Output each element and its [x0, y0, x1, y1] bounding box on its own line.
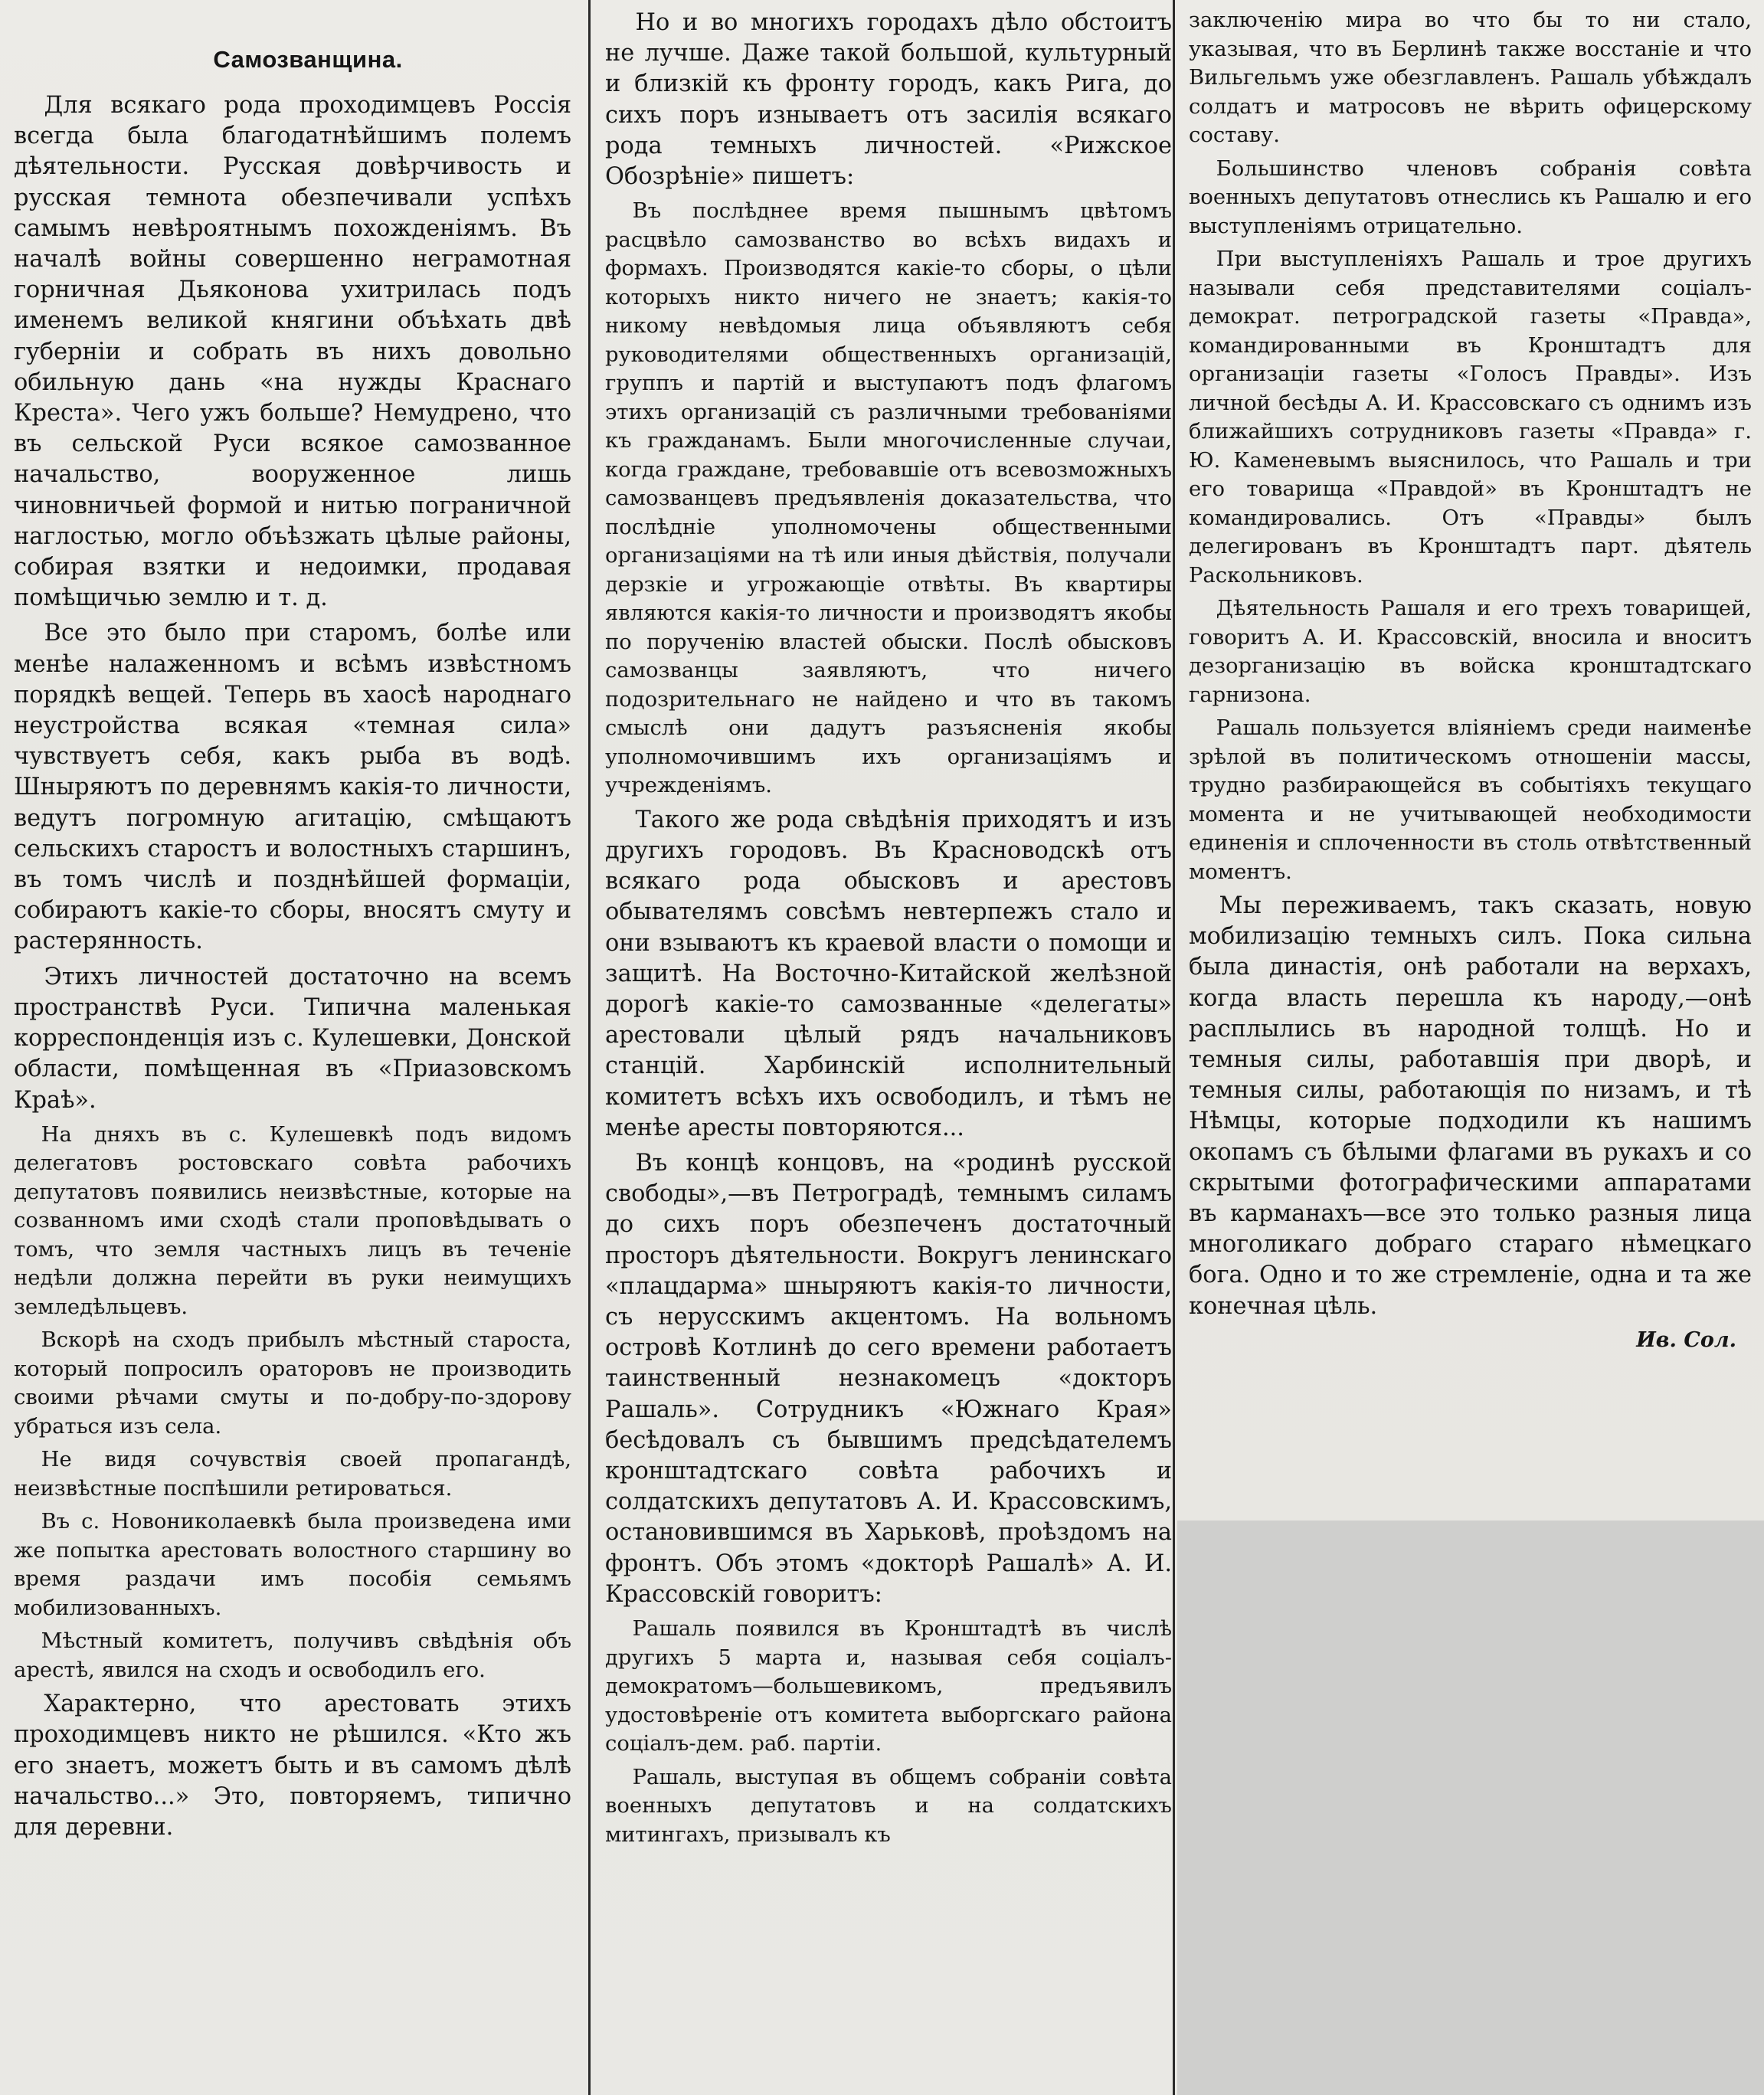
- title-text: Самозванщина.: [213, 46, 403, 73]
- quoted-paragraph: При выступленіяхъ Рашаль и трое другихъ называли себя представителями соціалъ-демократ. петроградской газеты «Правда», командированными въ Кронштадтъ для организаціи газеты «Голосъ Правды». Изъ личной бесѣды А. И. Красcовскаго съ однимъ изъ ближайшихъ сотрудниковъ газеты «Правда» г. Ю. Каменевымъ выяснилось, что Рашаль и три его товарища «Правдой» въ Кронштадтъ не командировались. Отъ «Правды» былъ делегированъ въ Кронштадтъ парт. дѣятель Раскольниковъ.: [1189, 247, 1752, 588]
- quoted-paragraph: На дняхъ въ с. Кулешевкѣ подъ видомъ делегатовъ ростовскаго совѣта рабочихъ депутатовъ появились неизвѣстные, которые на созванномъ ими сходѣ стали проповѣдывать о томъ, что земля частныхъ лицъ въ теченіе недѣли должна перейти въ руки неимущихъ земледѣльцевъ.: [14, 1122, 571, 1319]
- article-column-1: [14, 46, 571, 2084]
- quoted-paragraph: Рашаль, выступая въ общемъ собраніи совѣта военныхъ депутатовъ и на солдатскихъ митингахъ, призывалъ къ: [605, 1765, 1172, 1847]
- quoted-paragraph: Дѣятельность Рашаля и его трехъ товарищей, говоритъ А. И. Красcовскій, вносила и вноситъ дезорганизацію въ войска кронштадтскаго гарнизона.: [1189, 597, 1752, 707]
- quoted-paragraph: заключенію мира во что бы то ни стало, указывая, что въ Берлинѣ также восстаніе и что Вильгельмъ уже обезглавленъ. Рашаль убѣждалъ солдатъ и матросовъ не вѣрить офицерскому составу.: [1189, 8, 1752, 147]
- empty-area: [1177, 1521, 1764, 2095]
- quoted-paragraph: Въ послѣднее время пышнымъ цвѣтомъ расцвѣло самозванство во всѣхъ видахъ и формахъ. Производятся какіе-то сборы, о цѣли которыхъ никто ничего не знаетъ; какія-то никому невѣдомыя лица объявляютъ себя руководителями общественныхъ организацій, группъ и партій и выступаютъ подъ флагомъ этихъ организацій съ различными требованіями къ гражданамъ. Были многочисленные случаи, когда граждане, требовавшіе отъ всевозможныхъ самозванцевъ предъявленія доказательства, что послѣдніе уполномочены общественными организаціями на тѣ или иныя дѣйствія, получали дерзкіе и угрожающіе отвѣты. Въ квартиры являются какія-то личности и производятъ якобы по порученію властей обыски. Послѣ обысковъ самозванцы заявляютъ, что ничего подозрительнаго не найдено и что въ такомъ смыслѣ они дадутъ разъясненія якобы уполномочившимъ ихъ организаціямъ и учрежденіямъ.: [605, 199, 1172, 798]
- paragraph: Мы переживаемъ, такъ сказать, новую мобилизацію темныхъ силъ. Пока сильна была династія, онѣ работали на верхахъ, когда власть перешла къ народу,—онѣ расплылись въ народной толщѣ. Но и темныя силы, работавшія при дворѣ, и темныя силы, работающія по низамъ, и тѣ Нѣмцы, которые подходили къ нашимъ окопамъ съ бѣлыми флагами въ рукахъ и со скрытыми фотографическими аппаратами въ карманахъ—все это только разныя лица многоликаго добраго стараго нѣмецкаго бога. Одно и то же стремленіе, одна и та же конечная цѣль.: [1189, 892, 1752, 1320]
- quoted-paragraph: Большинство членовъ собранія совѣта военныхъ депутатовъ отнеслись къ Рашалю и его выступленіямъ отрицательно.: [1189, 156, 1752, 238]
- quoted-paragraph: Не видя сочувствія своей пропагандѣ, неизвѣстные поспѣшили ретироваться.: [14, 1448, 571, 1501]
- paragraph: Все это было при старомъ, болѣе или менѣе налаженномъ и всѣмъ извѣстномъ порядкѣ вещей. Теперь въ хаосѣ народнаго неустройства всякая «темная сила» чувствуетъ себя, какъ рыба въ водѣ. Шныряютъ по деревнямъ какія-то личности, ведутъ погромную агитацію, смѣщаютъ сельскихъ старостъ и волостныхъ старшинъ, въ томъ числѣ и позднѣйшей формаціи, собираютъ какіе-то сборы, вносятъ смуту и растерянность.: [14, 620, 571, 955]
- paragraph: Для всякаго рода проходимцевъ Россія всегда была благодатнѣйшимъ полемъ дѣятельности. Русская довѣрчивость и русская темнота обезпечивали успѣхъ самымъ невѣроятнымъ похожденіямъ. Въ началѣ войны совершенно неграмотная горничная Дьяконова ухитрилась подъ именемъ великой княгини объѣхать двѣ губерніи и собрать въ нихъ довольно обильную дань «на нужды Краснаго Креста». Чего ужъ больше? Немудрено, что въ сельской Руси всякое самозванное начальство, вооруженное лишь чиновничьей формой и нитью пограничной наглостью, могло объѣзжать цѣлые районы, собирая взятки и недоимки, продавая помѣщичью землю и т. д.: [14, 92, 571, 612]
- quoted-paragraph: Вскорѣ на сходъ прибылъ мѣстный староста, который попросилъ ораторовъ не производить своими рѣчами смуты и по-добру-по-здорову убраться изъ села.: [14, 1328, 571, 1439]
- paragraph: Но и во многихъ городахъ дѣло обстоитъ не лучше. Даже такой большой, культурный и близкій къ фронту городъ, какъ Рига, до сихъ поръ изнываетъ отъ засилія всякаго рода темныхъ личностей. «Рижское Обозрѣніе» пишетъ:: [605, 9, 1172, 191]
- article-title: [14, 46, 571, 74]
- article-column-2: [605, 8, 1172, 2087]
- author-signature: Ив. Сол.: [1636, 1327, 1736, 1352]
- paragraph: Въ концѣ концовъ, на «родинѣ русской свободы»,—въ Петроградѣ, темнымъ силамъ до сихъ поръ обезпеченъ достаточный просторъ дѣятельности. Вокругъ ленинскаго «плацдарма» шныряютъ какія-то личности, съ нерусскимъ акцентомъ. На вольномъ островѣ Котлинѣ до сего времени работаетъ таинственный незнакомецъ «докторъ Рашаль». Сотрудникъ «Южнаго Края» бесѣдовалъ съ бывшимъ предсѣдателемъ кронштадтскаго совѣта рабочихъ и солдатскихъ депутатовъ А. И. Красcовскимъ, остановившимся въ Харьковѣ, проѣздомъ на фронтъ. Объ этомъ «докторѣ Рашалѣ» А. И. Красcовскій говоритъ:: [605, 1149, 1172, 1608]
- quoted-paragraph: Рашаль пользуется вліяніемъ среди наименѣе зрѣлой въ политическомъ отношеніи массы, трудно разбирающейся въ событіяхъ текущаго момента и не учитывающей необходимости единенія и сплоченности въ столь отвѣтственный моментъ.: [1189, 716, 1752, 884]
- column-divider: [1173, 0, 1175, 2095]
- quoted-paragraph: Въ с. Новониколаевкѣ была произведена ими же попытка арестовать волостного старшину во время раздачи имъ пособія семьямъ мобилизованныхъ.: [14, 1510, 571, 1620]
- article-column-3: [1189, 6, 1752, 1515]
- quoted-paragraph: Рашаль появился въ Кронштадтѣ въ числѣ другихъ 5 марта и, называя себя соціалъ-демократомъ—большевикомъ, предъявилъ удостовѣреніе отъ комитета выборгскаго района соціалъ-дем. раб. партіи.: [605, 1617, 1172, 1756]
- paragraph: Такого же рода свѣдѣнія приходятъ и изъ другихъ городовъ. Въ Красноводскѣ отъ всякаго рода обысковъ и арестовъ обывателямъ совсѣмъ невтерпежъ стало и они взываютъ къ краевой власти о помощи и защитѣ. На Восточно-Китайской желѣзной дорогѣ какіе-то самозванные «делегаты» арестовали цѣлый рядъ начальниковъ станцій. Харбинскій исполнительный комитетъ всѣхъ ихъ освободилъ, и тѣмъ не менѣе аресты повторяются...: [605, 806, 1172, 1141]
- column-divider: [588, 0, 591, 2095]
- paragraph: Характерно, что арестовать этихъ проходимцевъ никто не рѣшился. «Кто жъ его знаетъ, можетъ быть и въ самомъ дѣлѣ начальство...» Это, повторяемъ, типично для деревни.: [14, 1691, 571, 1841]
- paragraph: Этихъ личностей достаточно на всемъ пространствѣ Руси. Типична маленькая корреспонденція изъ с. Кулешевки, Донской области, помѣщенная въ «Приазовскомъ Краѣ».: [14, 963, 571, 1114]
- quoted-paragraph: Мѣстный комитетъ, получивъ свѣдѣнія объ арестѣ, явился на сходъ и освободилъ его.: [14, 1629, 571, 1682]
